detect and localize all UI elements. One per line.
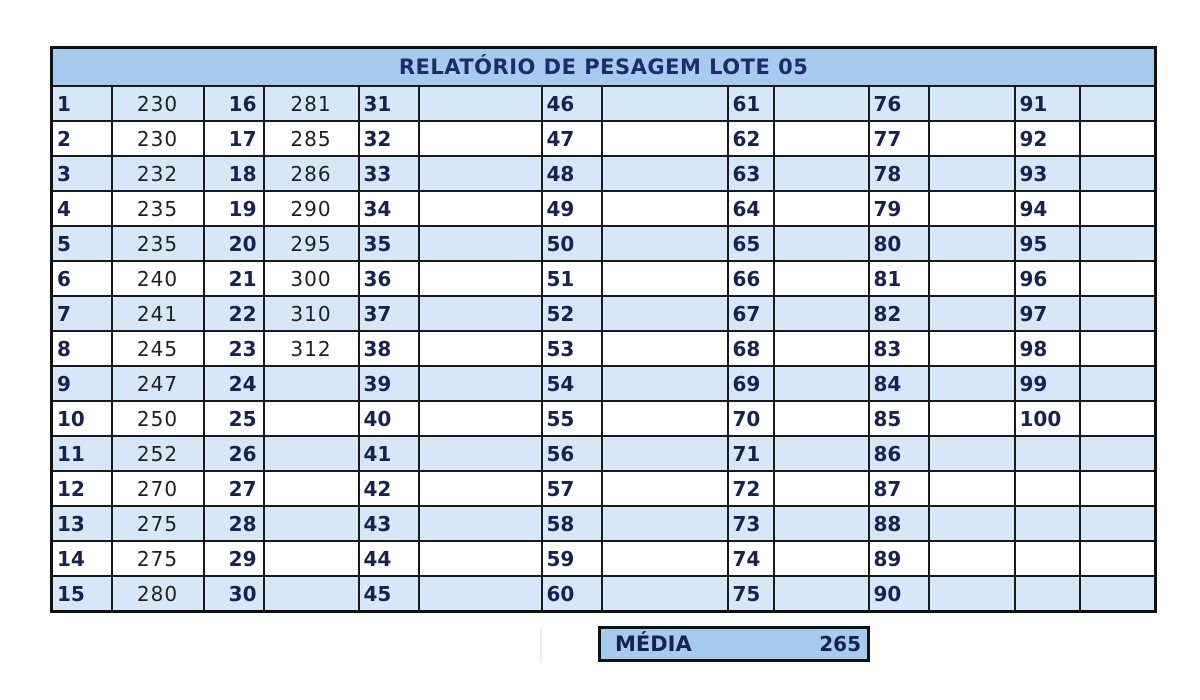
weight-cell	[419, 436, 542, 471]
weight-cell	[774, 506, 869, 541]
weight-cell	[419, 366, 542, 401]
animal-number-cell: 76	[869, 86, 929, 121]
weight-cell	[929, 156, 1015, 191]
animal-number-cell: 27	[204, 471, 264, 506]
weight-cell	[264, 541, 359, 576]
weight-cell: 312	[264, 331, 359, 366]
weight-cell	[1080, 471, 1156, 506]
animal-number-cell: 84	[869, 366, 929, 401]
animal-number-cell: 99	[1015, 366, 1080, 401]
animal-number-cell: 63	[728, 156, 774, 191]
weight-cell	[774, 156, 869, 191]
weight-cell	[602, 506, 728, 541]
weight-cell: 310	[264, 296, 359, 331]
weight-cell	[419, 401, 542, 436]
weight-cell: 300	[264, 261, 359, 296]
animal-number-cell: 30	[204, 576, 264, 612]
animal-number-cell: 39	[359, 366, 419, 401]
animal-number-cell: 38	[359, 331, 419, 366]
animal-number-cell: 97	[1015, 296, 1080, 331]
animal-number-cell: 60	[542, 576, 602, 612]
animal-number-cell: 53	[542, 331, 602, 366]
weight-cell: 241	[112, 296, 204, 331]
animal-number-cell: 91	[1015, 86, 1080, 121]
animal-number-cell: 20	[204, 226, 264, 261]
animal-number-cell: 49	[542, 191, 602, 226]
animal-number-cell: 15	[52, 576, 112, 612]
weight-cell	[264, 366, 359, 401]
animal-number-cell: 69	[728, 366, 774, 401]
weight-cell	[602, 261, 728, 296]
weight-cell	[929, 541, 1015, 576]
animal-number-cell: 88	[869, 506, 929, 541]
weight-cell	[419, 471, 542, 506]
weight-cell	[1080, 506, 1156, 541]
weight-cell	[1080, 331, 1156, 366]
weight-cell	[1080, 576, 1156, 612]
weight-cell: 245	[112, 331, 204, 366]
weight-cell	[929, 121, 1015, 156]
animal-number-cell: 73	[728, 506, 774, 541]
weight-cell	[602, 331, 728, 366]
animal-number-cell: 17	[204, 121, 264, 156]
weight-cell	[602, 401, 728, 436]
weight-cell	[929, 436, 1015, 471]
weight-cell	[602, 156, 728, 191]
weight-cell	[602, 541, 728, 576]
weight-cell	[774, 576, 869, 612]
weight-cell	[774, 331, 869, 366]
animal-number-cell: 57	[542, 471, 602, 506]
weight-cell	[602, 86, 728, 121]
animal-number-cell: 13	[52, 506, 112, 541]
animal-number-cell: 59	[542, 541, 602, 576]
animal-number-cell: 40	[359, 401, 419, 436]
animal-number-cell: 12	[52, 471, 112, 506]
weight-cell: 286	[264, 156, 359, 191]
animal-number-cell: 28	[204, 506, 264, 541]
animal-number-cell: 82	[869, 296, 929, 331]
weight-cell	[264, 436, 359, 471]
weight-cell	[419, 191, 542, 226]
animal-number-cell: 25	[204, 401, 264, 436]
weight-cell	[419, 576, 542, 612]
weight-cell	[419, 226, 542, 261]
weight-cell: 275	[112, 506, 204, 541]
weight-cell	[929, 261, 1015, 296]
animal-number-cell: 85	[869, 401, 929, 436]
weight-cell: 285	[264, 121, 359, 156]
animal-number-cell: 42	[359, 471, 419, 506]
animal-number-cell: 4	[52, 191, 112, 226]
animal-number-cell: 98	[1015, 331, 1080, 366]
animal-number-cell: 87	[869, 471, 929, 506]
animal-number-cell: 93	[1015, 156, 1080, 191]
animal-number-cell: 55	[542, 401, 602, 436]
animal-number-cell: 14	[52, 541, 112, 576]
average-summary-box	[598, 626, 870, 662]
animal-number-cell: 33	[359, 156, 419, 191]
weight-cell	[602, 121, 728, 156]
animal-number-cell: 31	[359, 86, 419, 121]
table-row	[52, 261, 1156, 296]
animal-number-cell: 21	[204, 261, 264, 296]
weight-cell	[929, 296, 1015, 331]
animal-number-cell: 44	[359, 541, 419, 576]
animal-number-cell: 96	[1015, 261, 1080, 296]
animal-number-cell: 5	[52, 226, 112, 261]
animal-number-cell: 66	[728, 261, 774, 296]
animal-number-cell: 34	[359, 191, 419, 226]
animal-number-cell: 58	[542, 506, 602, 541]
weight-cell	[419, 506, 542, 541]
animal-number-cell: 92	[1015, 121, 1080, 156]
animal-number-cell: 95	[1015, 226, 1080, 261]
animal-number-cell: 37	[359, 296, 419, 331]
animal-number-cell: 68	[728, 331, 774, 366]
weight-cell	[419, 86, 542, 121]
weight-cell	[929, 401, 1015, 436]
weight-cell	[929, 331, 1015, 366]
weight-cell	[929, 366, 1015, 401]
weight-cell	[774, 366, 869, 401]
animal-number-cell: 81	[869, 261, 929, 296]
weight-cell	[929, 471, 1015, 506]
animal-number-cell: 75	[728, 576, 774, 612]
weight-cell	[929, 226, 1015, 261]
weight-cell	[1080, 436, 1156, 471]
weight-cell	[1080, 86, 1156, 121]
weight-cell	[774, 401, 869, 436]
animal-number-cell: 19	[204, 191, 264, 226]
weight-cell	[774, 261, 869, 296]
animal-number-cell	[1015, 506, 1080, 541]
animal-number-cell: 83	[869, 331, 929, 366]
table-row	[52, 331, 1156, 366]
animal-number-cell: 29	[204, 541, 264, 576]
animal-number-cell: 80	[869, 226, 929, 261]
animal-number-cell: 100	[1015, 401, 1080, 436]
weight-cell	[264, 471, 359, 506]
weight-cell	[774, 471, 869, 506]
animal-number-cell: 70	[728, 401, 774, 436]
weight-cell: 247	[112, 366, 204, 401]
animal-number-cell: 35	[359, 226, 419, 261]
animal-number-cell	[1015, 576, 1080, 612]
weight-cell	[602, 191, 728, 226]
animal-number-cell: 45	[359, 576, 419, 612]
weight-cell	[419, 156, 542, 191]
animal-number-cell: 24	[204, 366, 264, 401]
animal-number-cell: 8	[52, 331, 112, 366]
weight-cell	[774, 191, 869, 226]
weight-cell	[602, 436, 728, 471]
weight-cell	[602, 471, 728, 506]
weight-cell	[602, 576, 728, 612]
table-row	[52, 191, 1156, 226]
weight-cell	[1080, 366, 1156, 401]
weight-cell: 270	[112, 471, 204, 506]
animal-number-cell: 16	[204, 86, 264, 121]
weight-cell	[1080, 121, 1156, 156]
weight-cell: 290	[264, 191, 359, 226]
animal-number-cell: 89	[869, 541, 929, 576]
weight-cell	[929, 506, 1015, 541]
animal-number-cell: 64	[728, 191, 774, 226]
table-row	[52, 296, 1156, 331]
animal-number-cell	[1015, 471, 1080, 506]
animal-number-cell: 79	[869, 191, 929, 226]
weight-cell	[264, 576, 359, 612]
cell-divider	[540, 628, 542, 662]
weight-cell: 280	[112, 576, 204, 612]
animal-number-cell: 78	[869, 156, 929, 191]
weight-cell	[1080, 541, 1156, 576]
animal-number-cell: 61	[728, 86, 774, 121]
weight-cell	[419, 331, 542, 366]
animal-number-cell: 1	[52, 86, 112, 121]
weight-cell	[1080, 156, 1156, 191]
animal-number-cell: 65	[728, 226, 774, 261]
animal-number-cell: 9	[52, 366, 112, 401]
weight-cell: 281	[264, 86, 359, 121]
animal-number-cell: 46	[542, 86, 602, 121]
report-title: RELATÓRIO DE PESAGEM LOTE 05	[52, 48, 1156, 87]
table-row	[52, 506, 1156, 541]
animal-number-cell: 50	[542, 226, 602, 261]
weight-cell	[1080, 296, 1156, 331]
animal-number-cell: 71	[728, 436, 774, 471]
weight-cell: 232	[112, 156, 204, 191]
weight-cell	[774, 226, 869, 261]
animal-number-cell: 11	[52, 436, 112, 471]
weight-cell	[774, 296, 869, 331]
animal-number-cell: 86	[869, 436, 929, 471]
weight-cell: 230	[112, 86, 204, 121]
weight-cell	[929, 86, 1015, 121]
weight-cell	[264, 401, 359, 436]
weight-cell	[419, 541, 542, 576]
animal-number-cell: 52	[542, 296, 602, 331]
weight-cell	[1080, 226, 1156, 261]
table-row	[52, 366, 1156, 401]
weight-cell	[602, 226, 728, 261]
weight-cell	[264, 506, 359, 541]
weight-cell	[929, 191, 1015, 226]
weight-cell: 275	[112, 541, 204, 576]
weight-cell: 235	[112, 226, 204, 261]
table-row	[52, 86, 1156, 121]
table-row	[52, 436, 1156, 471]
animal-number-cell: 2	[52, 121, 112, 156]
animal-number-cell: 47	[542, 121, 602, 156]
weight-cell: 240	[112, 261, 204, 296]
table-row	[52, 156, 1156, 191]
animal-number-cell: 18	[204, 156, 264, 191]
weight-cell: 250	[112, 401, 204, 436]
animal-number-cell: 7	[52, 296, 112, 331]
animal-number-cell: 48	[542, 156, 602, 191]
animal-number-cell: 56	[542, 436, 602, 471]
animal-number-cell: 51	[542, 261, 602, 296]
weight-cell: 295	[264, 226, 359, 261]
table-row	[52, 576, 1156, 612]
animal-number-cell: 62	[728, 121, 774, 156]
animal-number-cell: 10	[52, 401, 112, 436]
table-row	[52, 226, 1156, 261]
weight-cell	[1080, 261, 1156, 296]
weight-cell	[774, 86, 869, 121]
animal-number-cell: 41	[359, 436, 419, 471]
weight-cell	[419, 296, 542, 331]
animal-number-cell: 94	[1015, 191, 1080, 226]
animal-number-cell: 77	[869, 121, 929, 156]
weight-cell	[419, 261, 542, 296]
weight-cell	[1080, 401, 1156, 436]
animal-number-cell: 6	[52, 261, 112, 296]
weight-cell: 235	[112, 191, 204, 226]
weight-cell	[774, 436, 869, 471]
animal-number-cell: 36	[359, 261, 419, 296]
weight-cell: 252	[112, 436, 204, 471]
animal-number-cell	[1015, 541, 1080, 576]
animal-number-cell: 32	[359, 121, 419, 156]
weight-cell	[774, 541, 869, 576]
weight-cell	[774, 121, 869, 156]
animal-number-cell: 26	[204, 436, 264, 471]
animal-number-cell: 74	[728, 541, 774, 576]
animal-number-cell: 54	[542, 366, 602, 401]
animal-number-cell: 72	[728, 471, 774, 506]
weight-cell	[929, 576, 1015, 612]
weight-cell	[602, 296, 728, 331]
weight-cell	[1080, 191, 1156, 226]
table-row	[52, 121, 1156, 156]
animal-number-cell: 22	[204, 296, 264, 331]
animal-number-cell: 43	[359, 506, 419, 541]
animal-number-cell: 23	[204, 331, 264, 366]
average-value: 265	[819, 632, 861, 656]
weight-cell: 230	[112, 121, 204, 156]
animal-number-cell: 3	[52, 156, 112, 191]
animal-number-cell: 67	[728, 296, 774, 331]
weighing-report-table	[50, 46, 1157, 613]
table-row	[52, 401, 1156, 436]
average-label: MÉDIA	[615, 632, 692, 656]
table-row	[52, 541, 1156, 576]
weight-cell	[602, 366, 728, 401]
animal-number-cell: 90	[869, 576, 929, 612]
table-row	[52, 471, 1156, 506]
animal-number-cell	[1015, 436, 1080, 471]
weight-cell	[419, 121, 542, 156]
